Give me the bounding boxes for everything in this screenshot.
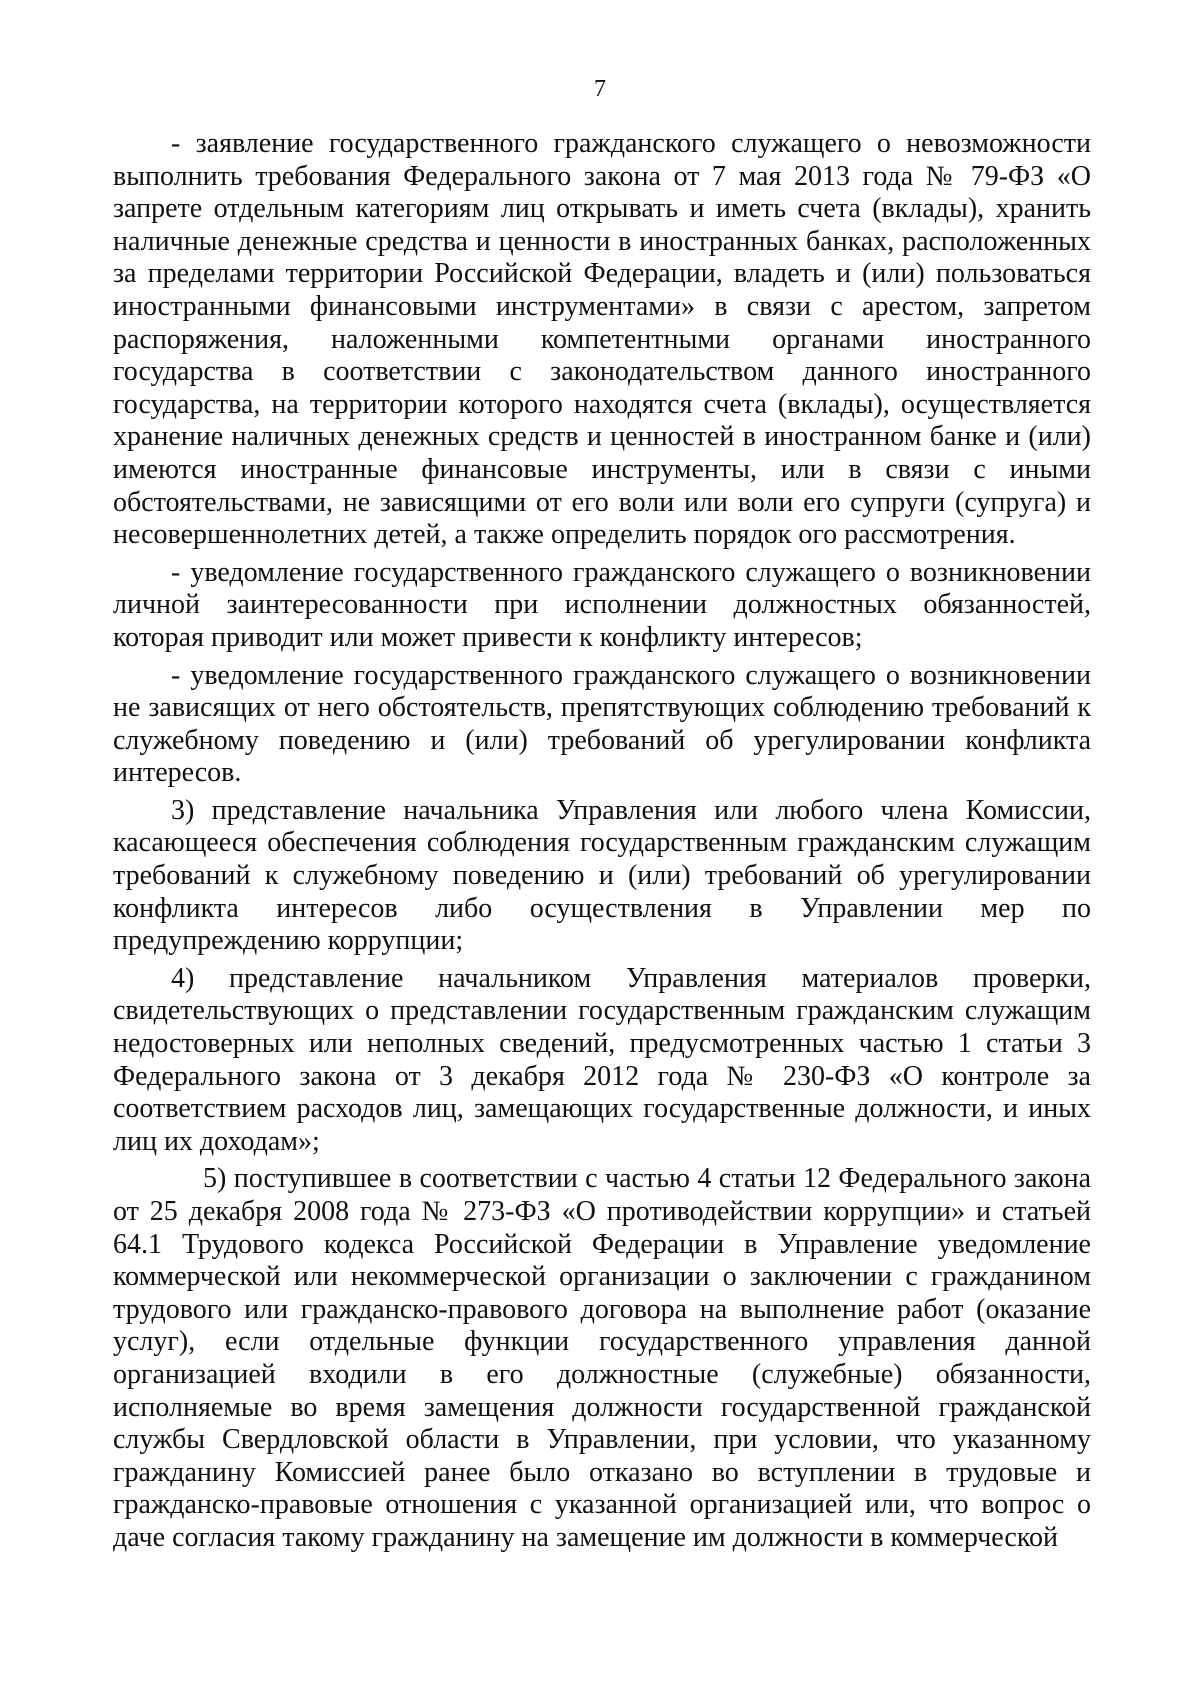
paragraph-item-5: 5) поступившее в соответствии с частью 4 статьи 12 Федерального закона от 25 декабря 2008 года № 273-ФЗ «О противодействии коррупции» и статьей 64.1 Трудового кодекса Российской Федерации в Управление уведомление коммерческой или некоммерческой организации о заключении с гражданином трудового или гражданско-правового договора на выполнение работ (оказание услуг), если отдельные функции государственного управления данной организацией входили в его должностные (служебные) обязанности, исполняемые во время замещения должности государственной гражданской службы Свердловской области в Управлении, при условии, что указанному гражданину Комиссией ранее было отказано во вступлении в трудовые и гражданско-правовые отношения с указанной организацией или, что вопрос о даче согласия такому гражданину на замещение им должности в коммерческой — [113, 1163, 1091, 1553]
page-number: 7 — [594, 76, 606, 102]
paragraph-statement-foreign-accounts: - заявление государственного гражданского служащего о невозможности выполнить требования Федерального закона от 7 мая 2013 года № 79-ФЗ «О запрете отдельным категориям лиц открывать и иметь счета (вклады), хранить наличные денежные средства и ценности в иностранных банках, расположенных за пределами территории Российской Федерации, владеть и (или) пользоваться иностранными финансовыми инструментами» в связи с арестом, запретом распоряжения, наложенными компетентными органами иностранного государства в соответствии с законодательством данного иностранного государства, на территории которого находятся счета (вклады), осуществляется хранение наличных денежных средств и ценностей в иностранном банке и (или) имеются иностранные финансовые инструменты, или в связи с иными обстоятельствами, не зависящими от его воли или воли его супруги (супруга) и несовершеннолетних детей, а также определить порядок ого рассмотрения. — [113, 128, 1091, 551]
document-body — [113, 128, 1091, 1560]
paragraph-notice-circumstances: - уведомление государственного гражданского служащего о возникновении не зависящих от него обстоятельств, препятствующих соблюдению требований к служебному поведению и (или) требований об урегулировании конфликта интересов. — [113, 659, 1091, 789]
paragraph-item-3: 3) представление начальника Управления или любого члена Комиссии, касающееся обеспечения соблюдения государственным гражданским служащим требований к служебному поведению и (или) требований об урегулировании конфликта интересов либо осуществления в Управлении мер по предупреждению коррупции; — [113, 794, 1091, 957]
paragraph-item-4: 4) представление начальником Управления материалов проверки, свидетельствующих о представлении государственным гражданским служащим недостоверных или неполных сведений, предусмотренных частью 1 статьи 3 Федерального закона от 3 декабря 2012 года № 230-ФЗ «О контроле за соответствием расходов лиц, замещающих государственные должности, и иных лиц их доходам»; — [113, 962, 1091, 1157]
paragraph-notice-personal-interest: - уведомление государственного гражданского служащего о возникновении личной заинтересованности при исполнении должностных обязанностей, которая приводит или может привести к конфликту интересов; — [113, 556, 1091, 653]
